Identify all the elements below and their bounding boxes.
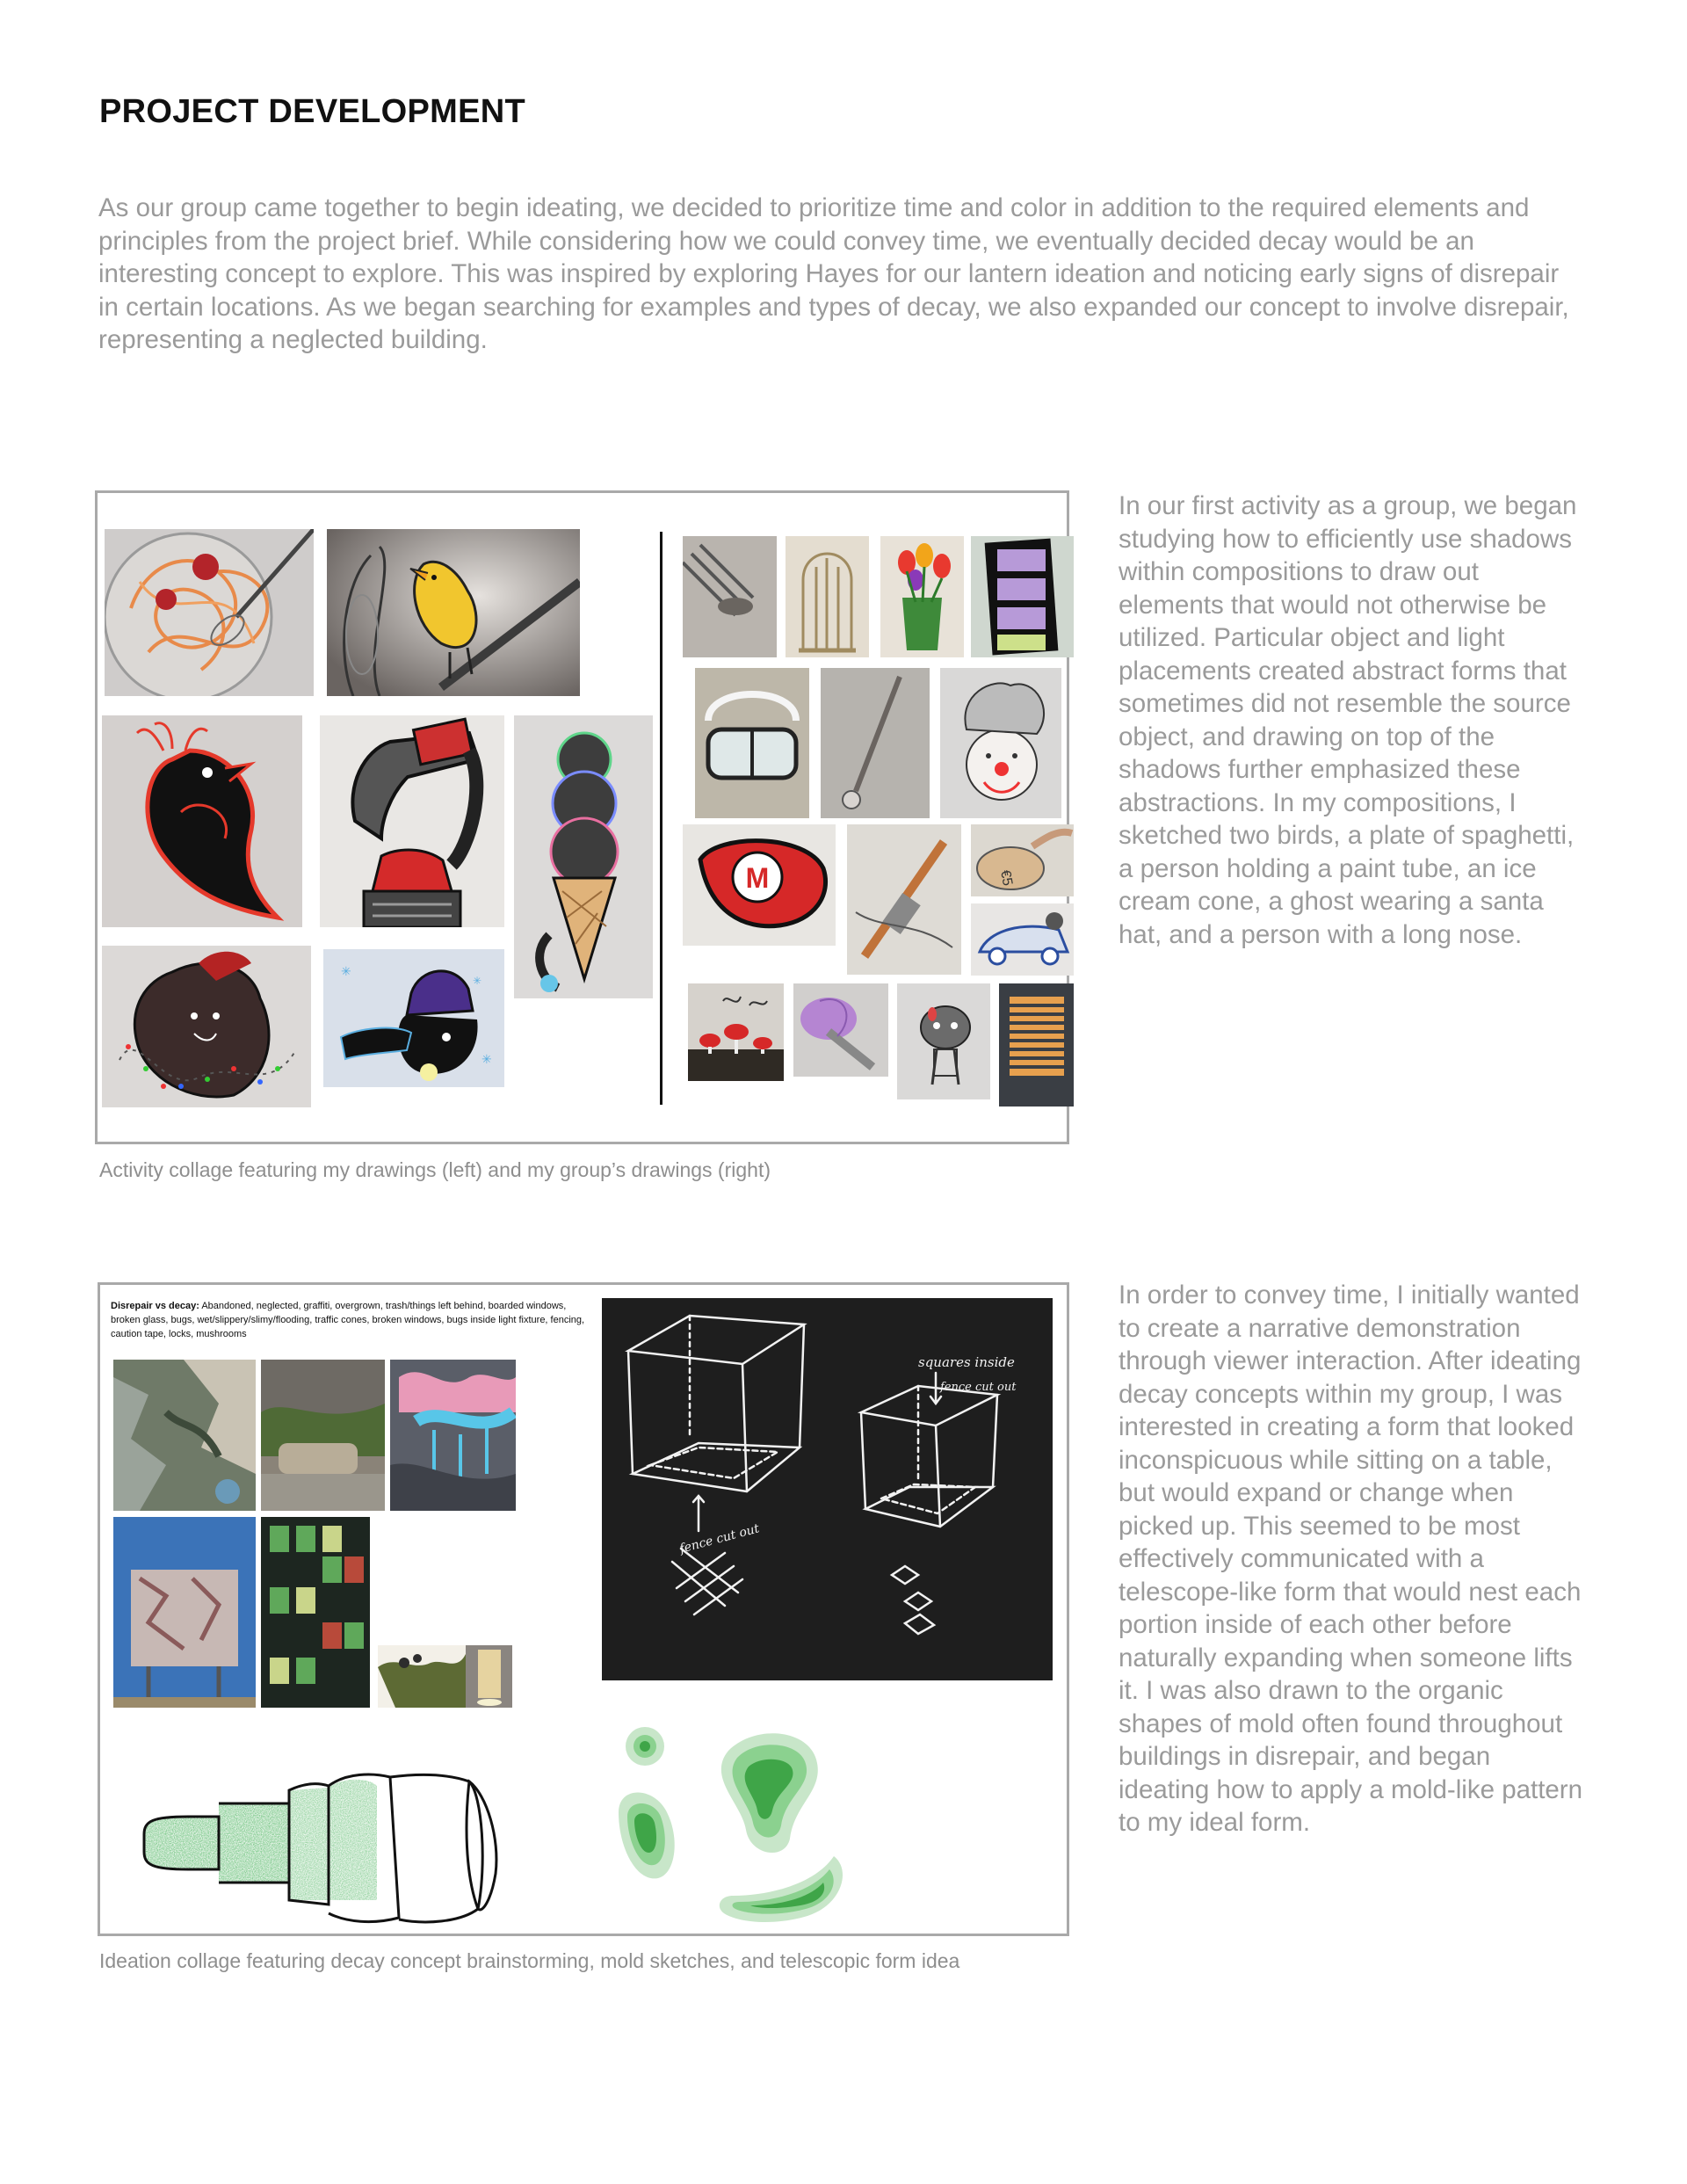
activity-description: In our first activity as a group, we began studying how to efficiently use shadows within compositions to draw out elements that would not otherwise be utilized. Particular object and light placements created abstract forms that sometimes did not resemble the source object, and drawing on top of the shadows further emphasized these abstractions. In my compositions, I sketched two birds, a plate of spaghetti, a person holding a paint tube, an ice cream cone, a ghost wearing a santa hat, and a person with a long nose. — [1119, 491, 1577, 949]
ice-cream-cone-drawing — [514, 715, 653, 998]
mushrooms-photo — [688, 983, 784, 1081]
red-bird-drawing — [102, 715, 302, 927]
intro-paragraph: As our group came together to begin ideating, we decided to prioritize time and color in addition to the required elements and principles from the project brief. While considering how we could convey time, we eventually decided decay would be an interesting concept to explore. This was inspired by exploring Hayes for our lantern ideation and noticing early signs of disrepair in certain locations. As we began searching for examples and types of decay, we also expanded our concept to involve disrepair, representing a neglected building. — [98, 193, 1569, 354]
blue-car-drawing — [971, 903, 1074, 976]
clown-drawing — [940, 668, 1061, 818]
brainstorm-heading: Disrepair vs decay: — [111, 1301, 199, 1311]
hand-plate-drawing — [971, 824, 1074, 896]
svg-text:✳: ✳ — [481, 1052, 492, 1066]
santa-ghost-drawing — [102, 946, 311, 1107]
window-blinds-photo — [999, 983, 1074, 1107]
creature-drawing — [897, 983, 990, 1099]
svg-text:✳: ✳ — [473, 975, 482, 987]
light-fixture-photo — [466, 1645, 512, 1708]
collage-divider — [660, 532, 662, 1105]
brainstorm-list: Abandoned, neglected, graffiti, overgrown, trash/things left behind, boarded windows, broken glass, bugs, wet/slippery/slimy/flooding, traffic cones, broken windows, bugs inside light fixture, fencing, caution tape, locks, mushrooms — [111, 1301, 585, 1339]
sketch-note-fence-left: fence cut out — [677, 1521, 761, 1556]
red-stamp-drawing — [683, 824, 836, 946]
long-nose-person-drawing — [323, 949, 504, 1087]
brainstorm-notes — [111, 1299, 590, 1341]
yellow-bird-drawing — [327, 529, 580, 696]
paintbrush-photo — [821, 668, 930, 818]
ideation-description: In order to convey time, I initially wanted to create a narrative demonstration through viewer interaction. After ideating decay concepts within my group, I was interested in creating a form that looked inconspicuous while sitting on a table, but would expand or change when picked up. This seemed to be most effectively communicated with a telescope-like form that would nest each portion inside of each other before naturally expanding when someone lifts it. I was also drawn to the organic shapes of mold often found throughout buildings in disrepair, and began ideating how to apply a mold-like pattern to my ideal form. — [1119, 1281, 1583, 1837]
paint-tube-photo — [847, 824, 961, 975]
mushroom-cluster-photo — [378, 1645, 466, 1708]
cotton-candy-drawing — [793, 983, 888, 1077]
sketch-note-squares-inside: squares inside — [918, 1354, 1015, 1370]
whisk-shadow-photo — [683, 536, 777, 657]
mold-pattern-sketch — [605, 1707, 869, 1926]
overgrown-car-photo — [261, 1360, 385, 1511]
form-sketch-chalkboard — [602, 1298, 1053, 1680]
activity-collage — [95, 490, 1069, 1144]
ideation-collage — [98, 1282, 1069, 1936]
ideation-collage-caption: Ideation collage featuring decay concept brainstorming, mold sketches, and telescopic form idea — [99, 1949, 960, 1972]
telescopic-form-sketch — [135, 1768, 583, 1926]
stamp-letter: M — [745, 862, 770, 894]
filmstrip-drawing — [971, 536, 1074, 657]
sketch-note-fence-right: fence cut out — [940, 1381, 1017, 1394]
peeling-wall-photo — [113, 1360, 256, 1511]
page-title: PROJECT DEVELOPMENT — [99, 93, 525, 130]
graffiti-wall-photo — [390, 1360, 516, 1511]
goggles-photo — [695, 668, 809, 818]
stained-windows-photo — [261, 1517, 370, 1708]
svg-text:✳: ✳ — [341, 964, 351, 978]
paint-tube-person-drawing — [320, 715, 504, 927]
tulips-drawing — [880, 536, 964, 657]
birdcage-drawing — [786, 536, 869, 657]
activity-collage-caption: Activity collage featuring my drawings (left) and my group’s drawings (right) — [99, 1158, 771, 1181]
plate-label: €5 — [997, 868, 1015, 888]
spaghetti-drawing — [105, 529, 314, 696]
billboard-photo — [113, 1517, 256, 1708]
